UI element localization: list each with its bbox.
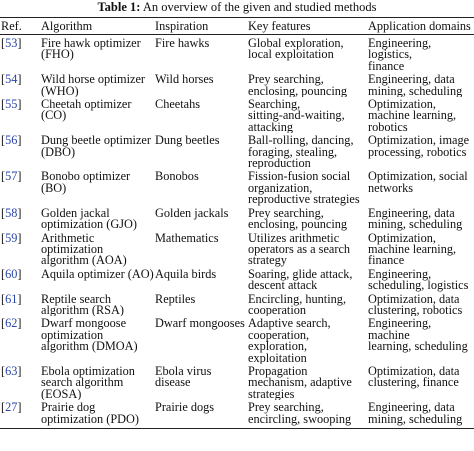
ref-cell	[0, 133, 40, 169]
ref-open-bracket: [	[1, 363, 6, 378]
inspiration-cell: Mathematics	[155, 230, 219, 245]
ref-close-bracket: ]	[17, 36, 22, 50]
ref-open-bracket: [	[1, 230, 6, 245]
application-domains-cell: Optimization, image processing, robotics	[368, 133, 470, 159]
key-features-cell: Prey searching, encircling, swooping	[247, 400, 367, 428]
application-domains-cell: Engineering, logistics, finance	[368, 36, 432, 73]
reference-link[interactable]: 61	[5, 291, 18, 306]
inspiration-cell: Reptiles	[155, 291, 196, 306]
key-features-cell: Ball-rolling, dancing, foraging, stealing, reproduction	[248, 133, 354, 170]
key-features-cell: Searching, sitting-and-waiting, attacking	[248, 97, 345, 134]
key-features-cell: Prey searching, enclosing, pouncing	[248, 205, 348, 231]
reference-link[interactable]: 55	[5, 97, 18, 112]
reference-link[interactable]: 59	[5, 230, 18, 245]
ref-open-bracket: [	[1, 400, 6, 415]
inspiration-cell: Dwarf mongooses	[155, 316, 245, 331]
inspiration-cell: Ebola virus disease	[155, 363, 212, 390]
algorithm-cell: Bonobo optimizer (BO)	[41, 169, 131, 195]
ref-cell	[0, 267, 40, 292]
ref-open-bracket: [	[1, 291, 6, 306]
inspiration-cell: Cheetahs	[155, 97, 201, 112]
reference-link[interactable]: 60	[5, 266, 18, 281]
table-row	[0, 97, 474, 133]
header-inspiration: Inspiration	[154, 18, 247, 35]
caption-label: Table 1:	[97, 0, 141, 14]
key-features-cell: Fission-fusion social organization, reproductive strategies	[248, 169, 360, 206]
table-caption	[0, 0, 474, 14]
algorithm-cell: Dung beetle optimizer (DBO)	[41, 133, 151, 159]
application-domains-cell: Optimization, data clustering, robotics	[368, 291, 463, 317]
ref-cell	[0, 400, 40, 428]
ref-close-bracket: ]	[17, 169, 22, 184]
header-key-features: Key features	[247, 18, 367, 35]
ref-close-bracket: ]	[17, 400, 22, 415]
inspiration-cell: Golden jackals	[155, 205, 229, 220]
application-domains-cell: Optimization, social networks	[368, 169, 468, 195]
ref-cell	[0, 169, 40, 205]
caption-text: An overview of the given and studied methods	[142, 0, 377, 14]
ref-cell	[0, 97, 40, 133]
header-algorithm: Algorithm	[40, 18, 154, 35]
table-body	[0, 35, 474, 429]
table-row	[0, 316, 474, 364]
algorithm-cell: Wild horse optimizer (WHO)	[41, 72, 146, 98]
table-row	[0, 133, 474, 169]
key-features-cell: Soaring, glide attack, descent attack	[248, 266, 353, 292]
key-features-cell: Global exploration, local exploitation	[248, 36, 344, 62]
inspiration-cell: Fire hawks	[155, 36, 210, 50]
reference-link[interactable]: 27	[5, 400, 18, 415]
table-row	[0, 231, 474, 267]
ref-close-bracket: ]	[17, 363, 22, 378]
table-row	[0, 206, 474, 231]
table-row	[0, 72, 474, 97]
ref-open-bracket: [	[1, 97, 6, 112]
ref-open-bracket: [	[1, 205, 6, 220]
application-domains-cell: Engineering, data mining, scheduling	[368, 205, 463, 231]
key-features-cell: Propagation mechanism, adaptive strategies	[248, 363, 352, 401]
application-domains-cell: Optimization, machine learning, finance	[368, 230, 457, 267]
ref-cell	[0, 364, 40, 400]
table-row	[0, 35, 474, 73]
algorithm-cell: Prairie dog optimization (PDO)	[40, 400, 154, 428]
ref-open-bracket: [	[1, 266, 6, 281]
ref-close-bracket: ]	[17, 72, 22, 87]
inspiration-cell: Prairie dogs	[154, 400, 247, 428]
key-features-cell: Utilizes arithmetic operators as a search strategy	[248, 230, 351, 267]
key-features-cell: Encircling, hunting, cooperation	[248, 291, 347, 317]
reference-link[interactable]: 57	[5, 169, 18, 184]
methods-table	[0, 17, 474, 429]
application-domains-cell: Engineering, data mining, scheduling	[368, 72, 463, 98]
table-row	[0, 292, 474, 317]
application-domains-cell: Engineering, scheduling, logistics	[368, 266, 469, 292]
ref-close-bracket: ]	[17, 97, 22, 112]
inspiration-cell: Dung beetles	[155, 133, 220, 148]
algorithm-cell: Cheetah optimizer (CO)	[41, 97, 132, 123]
ref-close-bracket: ]	[17, 133, 22, 148]
key-features-cell: Prey searching, enclosing, pouncing	[248, 72, 348, 98]
ref-cell	[0, 231, 40, 267]
inspiration-cell: Bonobos	[155, 169, 199, 184]
application-domains-cell: Engineering, machine learning, scheduling	[368, 316, 468, 354]
inspiration-cell: Aquila birds	[155, 266, 217, 281]
algorithm-cell: Ebola optimization search algorithm (EOSA)	[41, 363, 135, 401]
ref-close-bracket: ]	[17, 266, 22, 281]
inspiration-cell: Wild horses	[155, 72, 214, 87]
header-ref: Ref.	[0, 18, 40, 35]
reference-link[interactable]: 63	[5, 363, 18, 378]
ref-open-bracket: [	[1, 36, 6, 50]
table-row	[0, 169, 474, 205]
ref-open-bracket: [	[1, 169, 6, 184]
algorithm-cell: Aquila optimizer (AO)	[41, 266, 154, 281]
table-row	[0, 267, 474, 292]
key-features-cell: Adaptive search, cooperation, exploration, exploitation	[248, 316, 331, 364]
ref-close-bracket: ]	[17, 205, 22, 220]
application-domains-cell: Optimization, machine learning, robotics	[368, 97, 457, 134]
reference-link[interactable]: 53	[5, 36, 18, 50]
ref-open-bracket: [	[1, 316, 6, 331]
algorithm-cell: Fire hawk optimizer (FHO)	[41, 36, 141, 62]
application-domains-cell: Engineering, data mining, scheduling	[367, 400, 474, 428]
ref-cell	[0, 206, 40, 231]
algorithm-cell: Golden jackal optimization (GJO)	[41, 205, 137, 231]
table-row	[0, 364, 474, 400]
header-application-domains: Application domains	[367, 18, 474, 35]
ref-close-bracket: ]	[17, 316, 22, 331]
ref-close-bracket: ]	[17, 230, 22, 245]
application-domains-cell: Optimization, data clustering, finance	[368, 363, 460, 390]
reference-link[interactable]: 54	[5, 72, 18, 87]
ref-cell	[0, 35, 40, 73]
ref-open-bracket: [	[1, 72, 6, 87]
reference-link[interactable]: 62	[5, 316, 18, 331]
algorithm-cell: Dwarf mongoose optimization algorithm (DMOA)	[41, 316, 138, 354]
ref-cell	[0, 292, 40, 317]
ref-cell	[0, 72, 40, 97]
reference-link[interactable]: 56	[5, 133, 18, 148]
table-row	[0, 400, 474, 428]
algorithm-cell: Arithmetic optimization algorithm (AOA)	[41, 230, 127, 267]
algorithm-cell: Reptile search algorithm (RSA)	[41, 291, 124, 317]
ref-cell	[0, 316, 40, 364]
header-row	[0, 18, 474, 35]
ref-close-bracket: ]	[17, 291, 22, 306]
ref-open-bracket: [	[1, 133, 6, 148]
reference-link[interactable]: 58	[5, 205, 18, 220]
